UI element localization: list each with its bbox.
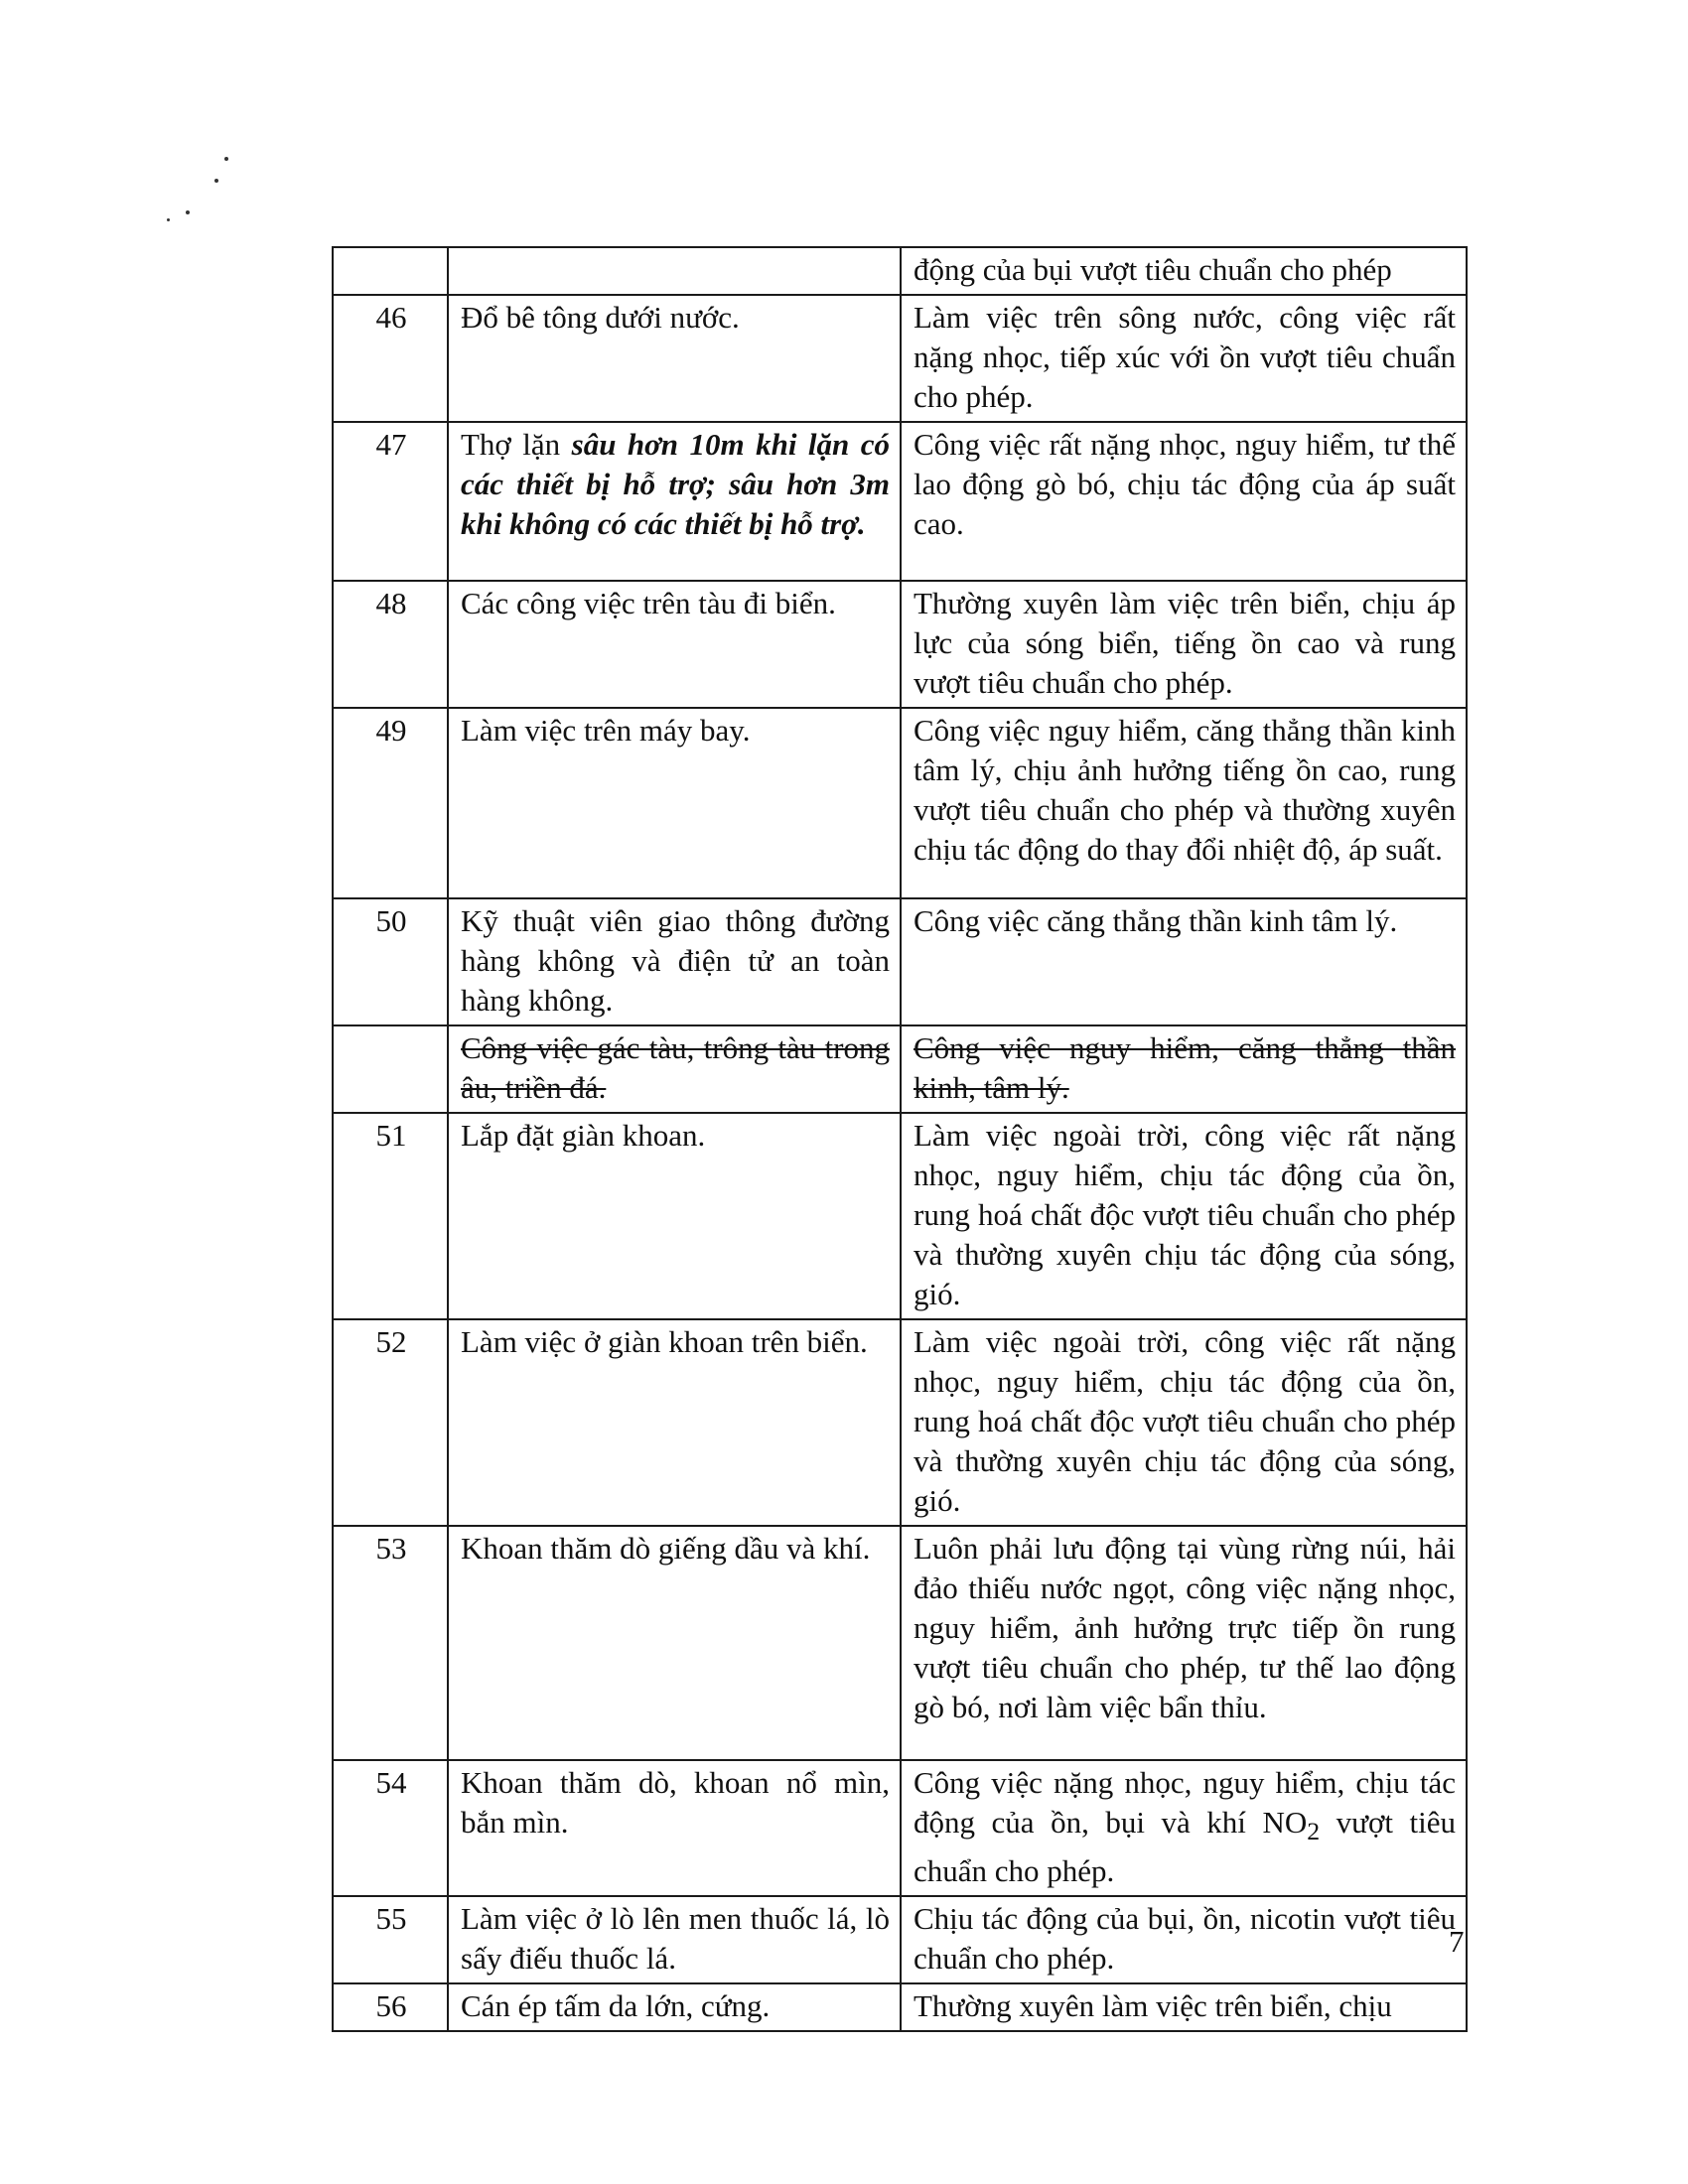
condition-cell: Luôn phải lưu động tại vùng rừng núi, hải đảo thiếu nước ngọt, công việc nặng nhọc, nguy hiểm, ảnh hưởng trực tiếp ồn rung vượt tiêu chuẩn cho phép, tư thế lao động gò bó, nơi làm việc bẩn thỉu. [901,1526,1467,1760]
condition-cell-struck: Công việc nguy hiểm, căng thẳng thần kinh, tâm lý. [901,1025,1467,1113]
job-table [332,246,1468,2032]
job-cell: Các công việc trên tàu đi biển. [448,581,901,708]
job-cell: Kỹ thuật viên giao thông đường hàng không và điện tử an toàn hàng không. [448,898,901,1025]
row-number [333,247,448,295]
row-number: 46 [333,295,448,422]
condition-cell: Thường xuyên làm việc trên biển, chịu áp lực của sóng biển, tiếng ồn cao và rung vượt tiêu chuẩn cho phép. [901,581,1467,708]
condition-cell [901,1760,1467,1896]
table-row [333,1983,1467,2031]
table-row [333,295,1467,422]
condition-cell: Làm việc trên sông nước, công việc rất nặng nhọc, tiếp xúc với ồn vượt tiêu chuẩn cho phép. [901,295,1467,422]
job-emphasis: sâu hơn 10m khi lặn có các thiết bị hỗ trợ; sâu hơn 3m khi không có các thiết bị hỗ trợ. [461,427,890,541]
table-row [333,581,1467,708]
condition-cell: Công việc nguy hiểm, căng thẳng thần kinh tâm lý, chịu ảnh hưởng tiếng ồn cao, rung vượt tiêu chuẩn cho phép và thường xuyên chịu tác động do thay đổi nhiệt độ, áp suất. [901,708,1467,898]
condition-cell: Chịu tác động của bụi, ồn, nicotin vượt tiêu chuẩn cho phép. [901,1896,1467,1983]
table-row [333,1760,1467,1896]
job-cell: Làm việc trên máy bay. [448,708,901,898]
condition-text: vượt tiêu chuẩn cho phép. [914,1805,1456,1889]
condition-cell: Làm việc ngoài trời, công việc rất nặng nhọc, nguy hiểm, chịu tác động của ồn, rung hoá chất độc vượt tiêu chuẩn cho phép và thường xuyên chịu tác động của sóng, gió. [901,1319,1467,1526]
page-number: 7 [1449,1924,1465,1959]
job-cell: Khoan thăm dò, khoan nổ mìn, bắn mìn. [448,1760,901,1896]
condition-cell: Công việc rất nặng nhọc, nguy hiểm, tư thế lao động gò bó, chịu tác động của áp suất cao. [901,422,1467,581]
row-number: 49 [333,708,448,898]
table-row [333,898,1467,1025]
condition-cell: Công việc căng thẳng thần kinh tâm lý. [901,898,1467,1025]
scan-speck [224,157,228,161]
table-row [333,1526,1467,1760]
job-cell [448,247,901,295]
job-cell: Đổ bê tông dưới nước. [448,295,901,422]
condition-cell: Thường xuyên làm việc trên biển, chịu [901,1983,1467,2031]
table-row [333,1896,1467,1983]
job-prefix: Thợ lặn [461,427,572,462]
job-cell: Làm việc ở lò lên men thuốc lá, lò sấy điếu thuốc lá. [448,1896,901,1983]
row-number: 52 [333,1319,448,1526]
row-number: 47 [333,422,448,581]
row-number: 54 [333,1760,448,1896]
row-number: 50 [333,898,448,1025]
condition-cell: động của bụi vượt tiêu chuẩn cho phép [901,247,1467,295]
job-cell: Làm việc ở giàn khoan trên biển. [448,1319,901,1526]
job-cell: Lắp đặt giàn khoan. [448,1113,901,1319]
condition-cell: Làm việc ngoài trời, công việc rất nặng nhọc, nguy hiểm, chịu tác động của ồn, rung hoá chất độc vượt tiêu chuẩn cho phép và thường xuyên chịu tác động của sóng, gió. [901,1113,1467,1319]
job-cell: Cán ép tấm da lớn, cứng. [448,1983,901,2031]
row-number: 55 [333,1896,448,1983]
scan-speck [186,210,190,214]
condition-text: Công việc nặng nhọc, nguy hiểm, chịu tác động của ồn, bụi và khí NO [914,1765,1456,1840]
table-row [333,1113,1467,1319]
table-row [333,422,1467,581]
job-cell-struck: Công việc gác tàu, trông tàu trong âu, triền đá. [448,1025,901,1113]
row-number: 51 [333,1113,448,1319]
table-row-deleted [333,1025,1467,1113]
row-number [333,1025,448,1113]
table-row [333,708,1467,898]
job-cell [448,422,901,581]
condition-subscript: 2 [1307,1817,1321,1846]
scan-speck [214,179,218,183]
table-row [333,1319,1467,1526]
table-row [333,247,1467,295]
row-number: 56 [333,1983,448,2031]
scan-speck [167,218,170,221]
job-cell: Khoan thăm dò giếng dầu và khí. [448,1526,901,1760]
row-number: 48 [333,581,448,708]
row-number: 53 [333,1526,448,1760]
